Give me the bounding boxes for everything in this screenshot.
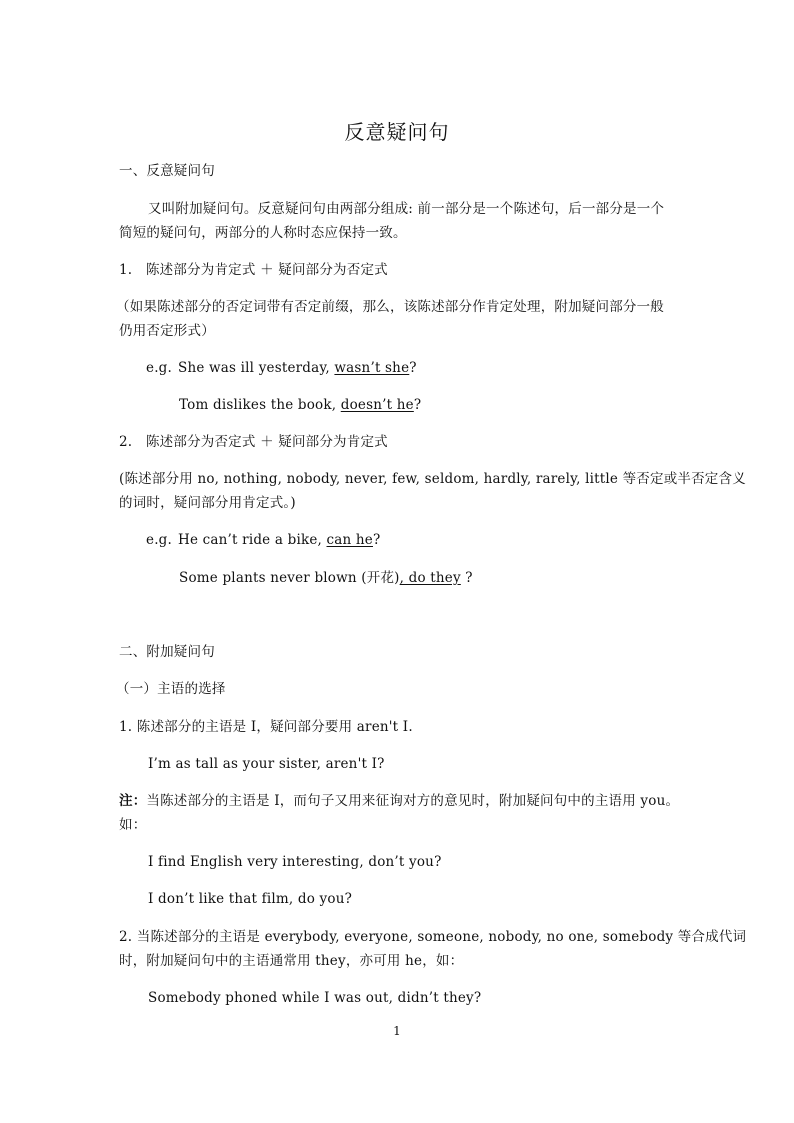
subsection-heading: （一）主语的选择 <box>116 681 226 697</box>
question-tag: doesn’t he <box>340 397 414 413</box>
note-example-2: I don’t like that film, do you? <box>148 891 353 907</box>
note-label: 注： <box>119 793 147 809</box>
question-tag: can he <box>326 532 373 548</box>
example-end: ? <box>373 532 381 548</box>
rule2-heading: 2. 陈述部分为否定式 ＋ 疑问部分为肯定式 <box>119 434 388 450</box>
example-text: He can’t ride a bike, <box>178 532 327 548</box>
section1-heading: 一、反意疑问句 <box>119 163 215 179</box>
example-1 <box>146 358 417 378</box>
section1-intro-line1: 又叫附加疑问句。反意疑问句由两部分组成: 前一部分是一个陈述句，后一部分是一个 <box>148 201 665 217</box>
rule2-note-line2: 的词时，疑问部分用肯定式。) <box>119 495 296 511</box>
example-text: Tom dislikes the book, <box>179 397 341 413</box>
example-end: ? <box>413 397 422 413</box>
example-end: ? <box>460 570 473 586</box>
section2-heading: 二、附加疑问句 <box>119 644 215 660</box>
example-end: ? <box>409 360 417 376</box>
example-4 <box>179 568 473 588</box>
question-tag: wasn’t she <box>334 360 410 376</box>
section1-intro-line2: 简短的疑问句，两部分的人称时态应保持一致。 <box>119 225 407 241</box>
example-text: She was ill yesterday, <box>178 360 335 376</box>
example-label: e.g. <box>146 532 173 548</box>
note-example-1: I find English very interesting, don’t you? <box>148 854 442 870</box>
rule1-note-line2: 仍用否定形式） <box>119 323 215 339</box>
point1-example: I’m as tall as your sister, aren't I? <box>148 756 385 772</box>
page-number: 1 <box>393 1024 401 1038</box>
point2-line1: 2. 当陈述部分的主语是 everybody, everyone, someone, nobody, no one, somebody 等合成代词 <box>119 929 747 945</box>
example-label: e.g. <box>146 360 173 376</box>
point2-line2: 时，附加疑问句中的主语通常用 they，亦可用 he，如： <box>119 953 464 969</box>
example-3 <box>146 530 380 550</box>
note-line1 <box>119 791 679 811</box>
note-line2: 如： <box>119 817 147 833</box>
page-title: 反意疑问句 <box>344 120 450 144</box>
rule1-note-line1: （如果陈述部分的否定词带有否定前缀，那么，该陈述部分作肯定处理，附加疑问部分一般 <box>116 299 664 315</box>
note-text: 当陈述部分的主语是 I，而句子又用来征询对方的意见时，附加疑问句中的主语用 you。 <box>146 793 680 809</box>
rule2-note-line1: (陈述部分用 no, nothing, nobody, never, few, seldom, hardly, rarely, little 等否定或半否定含义 <box>119 471 746 487</box>
point1-text: 1. 陈述部分的主语是 I，疑问部分要用 aren't I. <box>119 719 413 735</box>
question-tag: , do they <box>399 570 461 586</box>
example-2 <box>179 395 421 415</box>
example-text: Some plants never blown (开花) <box>179 570 400 586</box>
rule1-heading: 1. 陈述部分为肯定式 ＋ 疑问部分为否定式 <box>119 262 388 278</box>
point2-example: Somebody phoned while I was out, didn’t they? <box>148 990 482 1006</box>
